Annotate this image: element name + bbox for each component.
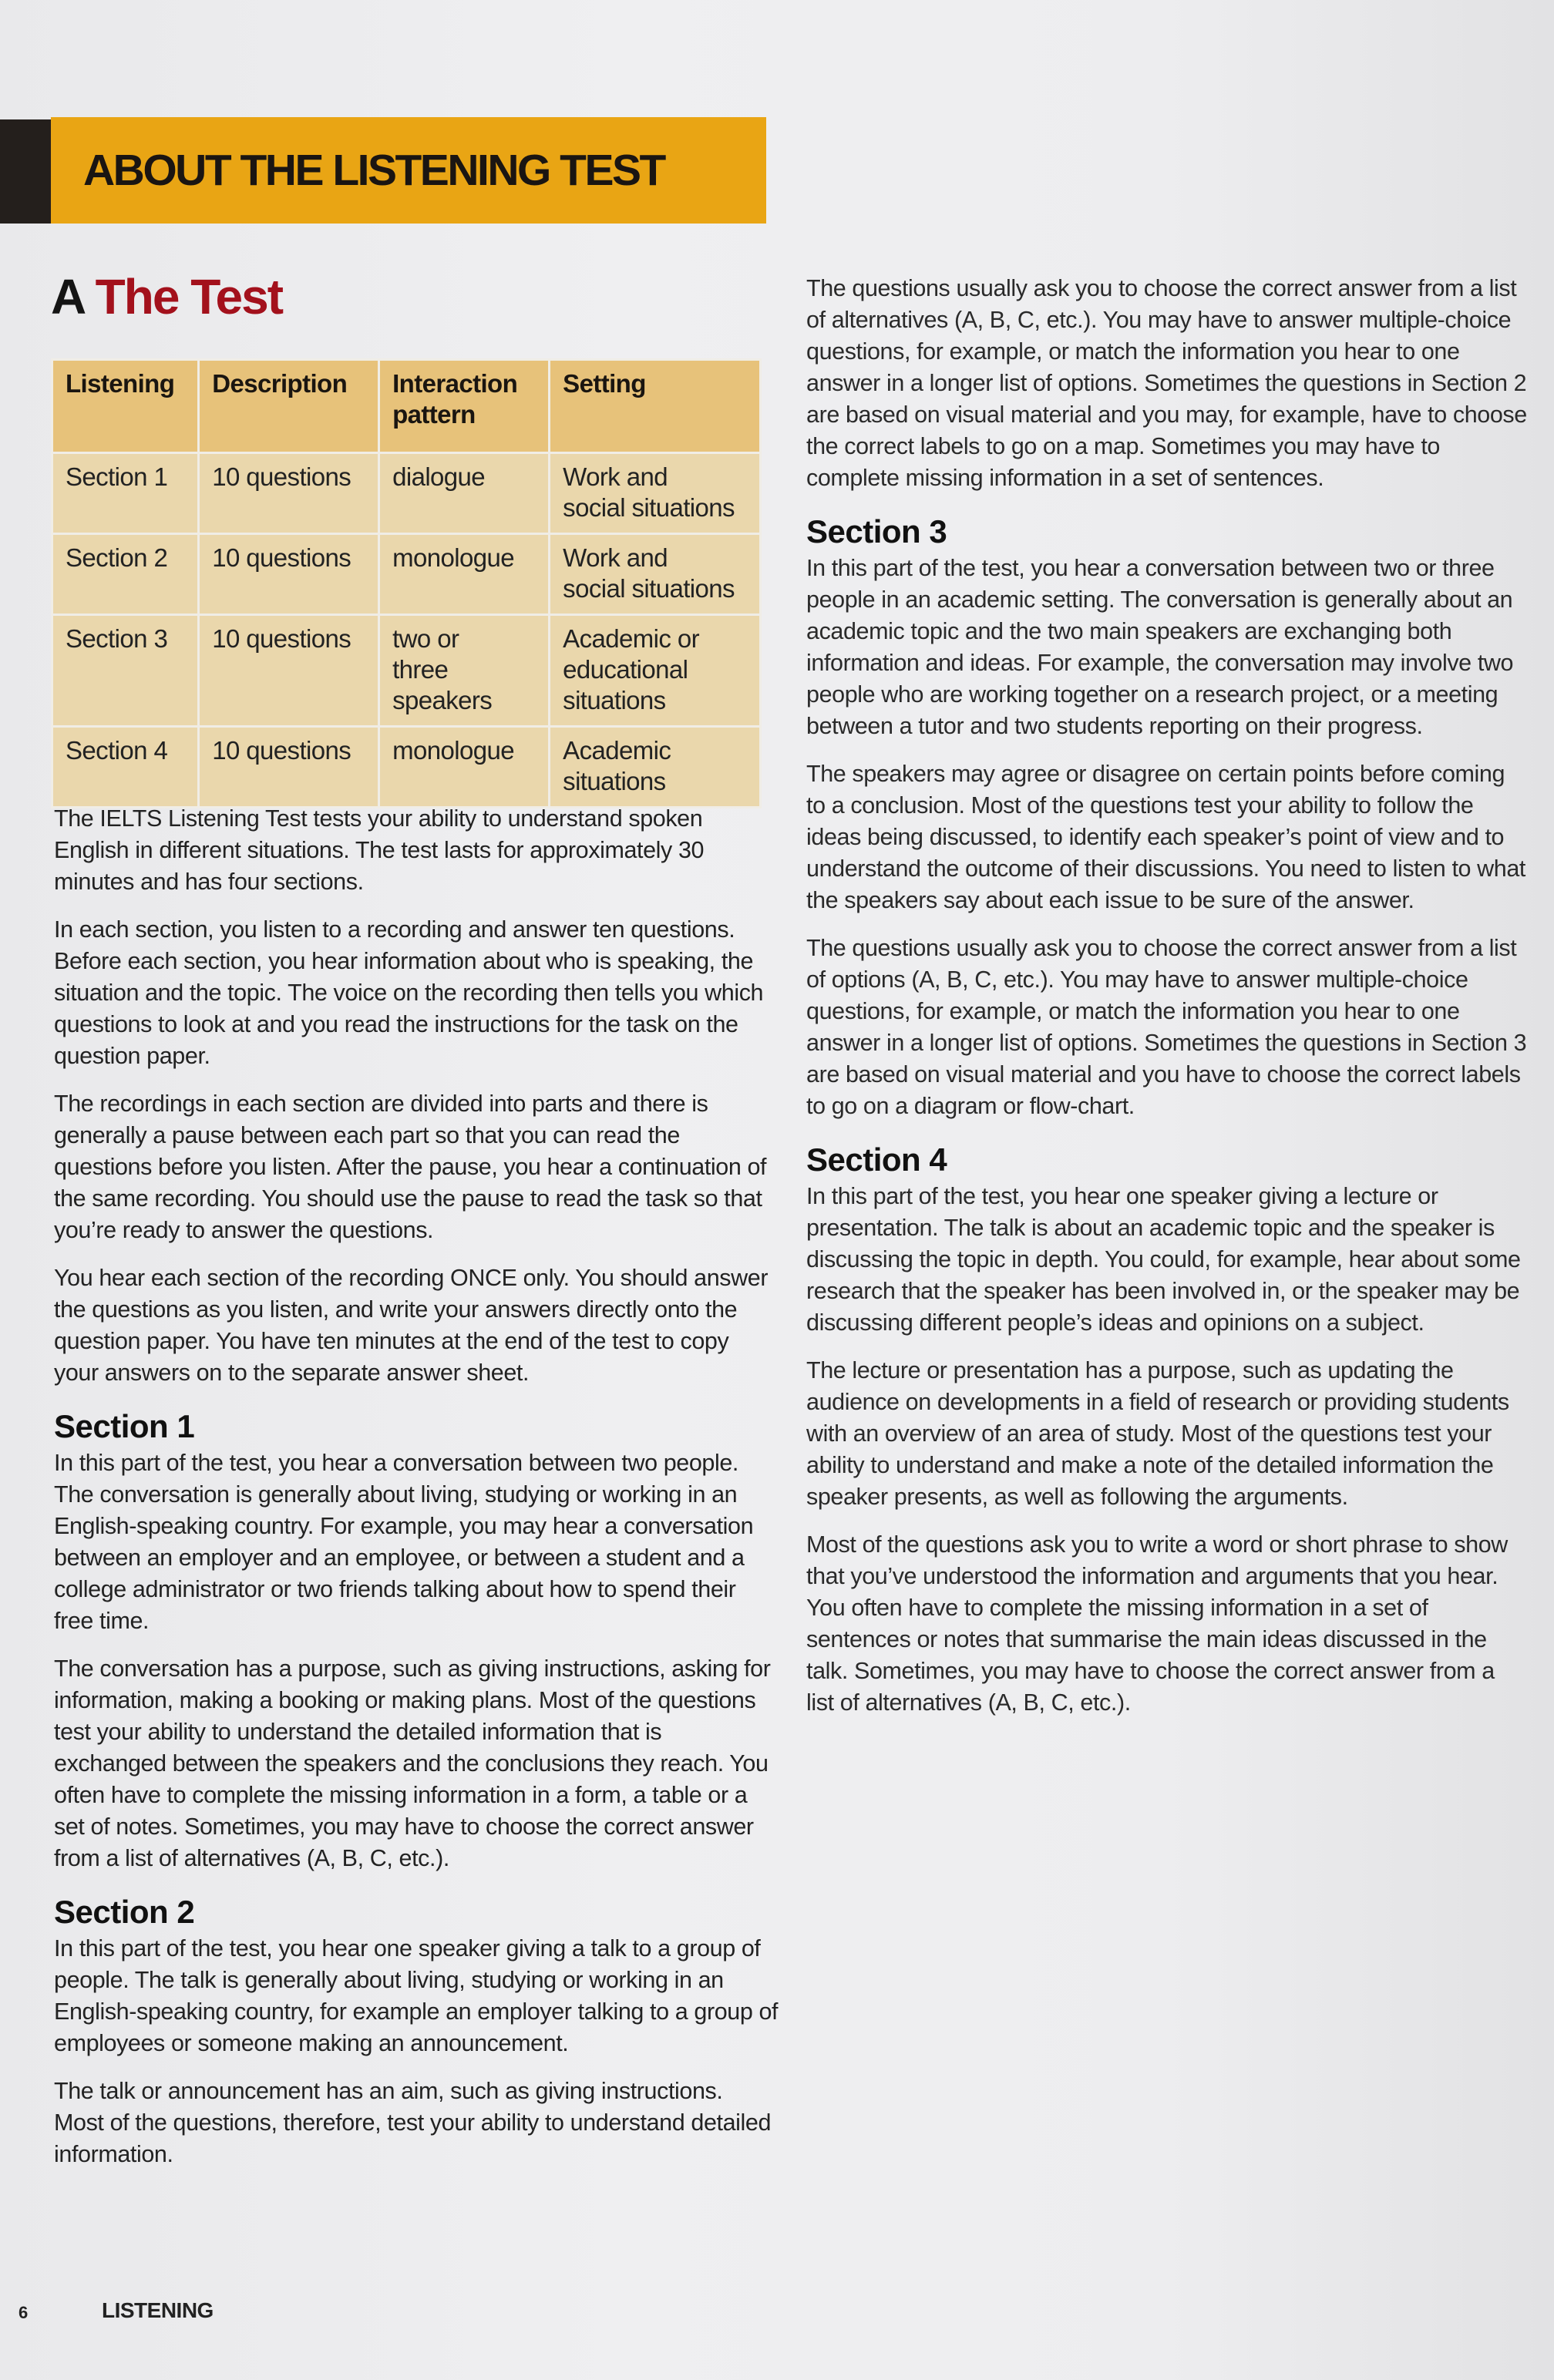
table-cell: 10 questions (199, 534, 379, 615)
section-1-paragraph: In this part of the test, you hear a conversation between two people. The conversation is generally about living, studying or working in an English-speaking country. For example, you may hear a conversation between an employer and an employee, or between a student and a college administrator or two friends talking about how to spend their free time. (54, 1450, 754, 1634)
table-cell: 10 questions (199, 453, 379, 534)
section-1-heading: Section 1 (54, 1408, 195, 1444)
table-header-cell: Description (199, 360, 379, 453)
table-row (52, 727, 761, 808)
intro-paragraph: The recordings in each section are divided into parts and there is generally a pause between each part so that you can read the questions before you listen. After the pause, you hear a continuation of the same recording. You should use the pause to read the task so that you’re ready to answer the questions. (54, 1091, 767, 1243)
section-3-heading: Section 3 (806, 513, 947, 550)
table-header-cell: Listening (52, 360, 199, 453)
section-4-heading: Section 4 (806, 1141, 947, 1178)
section-3-paragraph: The questions usually ask you to choose the correct answer from a list of options (A, B, C, etc.). You may have to answer multiple-choice questions, for example, or match the information you hear to one answer in a longer list of options. Sometimes the questions in Section 3 are based on visual material and you have to choose the correct labels to go on a diagram or flow-chart. (806, 935, 1527, 1119)
section-letter: A (51, 269, 83, 324)
banner-edge-block (0, 119, 51, 224)
section-heading-title: The Test (95, 269, 283, 324)
chapter-title: ABOUT THE LISTENING TEST (83, 146, 664, 195)
section-2-paragraph: The talk or announcement has an aim, such as giving instructions. Most of the questions, therefore, test your ability to understand detailed information. (54, 2078, 772, 2167)
table-cell: dialogue (379, 453, 550, 534)
table-cell: Section 3 (52, 615, 199, 727)
section-1-paragraph: The conversation has a purpose, such as giving instructions, asking for information, making a booking or making plans. Most of the questions test your ability to understand the detailed information that is exchanged between the speakers and the conclusions they reach. You often have to complete the missing information in a form, a table or a set of notes. Sometimes, you may have to choose the correct answer from a list of alternatives (A, B, C, etc.). (54, 1656, 771, 1871)
table-cell: Work and social situations (550, 534, 761, 615)
table-cell: monologue (379, 727, 550, 808)
table-cell: 10 questions (199, 727, 379, 808)
intro-paragraph: The IELTS Listening Test tests your ability to understand spoken English in different situations. The test lasts for approximately 30 minutes and has four sections. (54, 805, 705, 895)
section-heading (51, 268, 282, 325)
running-head: LISTENING (102, 2298, 214, 2322)
section-3-paragraph: In this part of the test, you hear a conversation between two or three people in an academic setting. The conversation is generally about an academic topic and the two main speakers are exchanging both information and ideas. For example, the conversation may involve two people who are working together on a research project, or a meeting between a tutor and two students reporting on their progress. (806, 555, 1514, 739)
chapter-banner (51, 117, 766, 224)
intro-paragraph: You hear each section of the recording ONCE only. You should answer the questions as you listen, and write your answers directly onto the question paper. You have ten minutes at the end of the test to copy your answers on to the separate answer sheet. (54, 1265, 769, 1386)
table-cell: Academic or educational situations (550, 615, 761, 727)
intro-paragraph: In each section, you listen to a recording and answer ten questions. Before each section, you hear information about who is speaking, the situation and the topic. The voice on the recording then tells you which questions to look at and you read the instructions for the task on the question paper. (54, 916, 764, 1069)
table-row (52, 534, 761, 615)
table-cell: two or three speakers (379, 615, 550, 727)
section-4-paragraph: The lecture or presentation has a purpose, such as updating the audience on developments in a field of research or providing students with an overview of an area of study. Most of the questions test your ability to understand and make a note of the detailed information the speaker presents, as well as following the arguments. (806, 1357, 1509, 1510)
section-2-continued-paragraph: The questions usually ask you to choose the correct answer from a list of alternatives (A, B, C, etc.). You may have to answer multiple-choice questions, for example, or match the information you hear to one answer in a longer list of options. Sometimes the questions in Section 2 are based on visual material and you may, for example, have to choose the correct labels to go on a map. Sometimes you may have to complete missing information in a set of sentences. (806, 275, 1527, 491)
left-column (54, 803, 779, 2187)
table-row (52, 615, 761, 727)
table-cell: monologue (379, 534, 550, 615)
listening-sections-table (51, 358, 762, 808)
section-4-paragraph: In this part of the test, you hear one speaker giving a lecture or presentation. The talk is about an academic topic and the speaker is discussing the topic in depth. You could, for example, hear about some research that the speaker has been involved in, or the speaker may be discussing different people’s ideas and opinions on a subject. (806, 1183, 1521, 1336)
section-4-paragraph: Most of the questions ask you to write a word or short phrase to show that you’ve understood the information and arguments that you hear. You often have to complete the missing information in a set of sentences or notes that summarise the main ideas discussed in the talk. Sometimes, you may have to choose the correct answer from a list of alternatives (A, B, C, etc.). (806, 1531, 1508, 1716)
table-cell: Academic situations (550, 727, 761, 808)
table-header-cell: Setting (550, 360, 761, 453)
table-cell: Work and social situations (550, 453, 761, 534)
page-number: 6 (18, 2303, 29, 2322)
section-3-paragraph: The speakers may agree or disagree on certain points before coming to a conclusion. Most of the questions test your ability to follow the ideas being discussed, to identify each speaker’s point of view and to understand the outcome of their discussions. You need to listen to what the speakers say about each issue to be sure of the answer. (806, 761, 1525, 913)
section-2-paragraph: In this part of the test, you hear one speaker giving a talk to a group of people. The talk is generally about living, studying or working in an English-speaking country, for example an employer talking to a group of employees or someone making an announcement. (54, 1935, 779, 2056)
table-cell: 10 questions (199, 615, 379, 727)
right-column (806, 273, 1528, 1735)
table-header-row (52, 360, 761, 453)
page-footer (18, 2298, 214, 2324)
section-2-heading: Section 2 (54, 1894, 195, 1930)
table-cell: Section 1 (52, 453, 199, 534)
table-row (52, 453, 761, 534)
table-cell: Section 4 (52, 727, 199, 808)
table-cell: Section 2 (52, 534, 199, 615)
table-header-cell: Interaction pattern (379, 360, 550, 453)
